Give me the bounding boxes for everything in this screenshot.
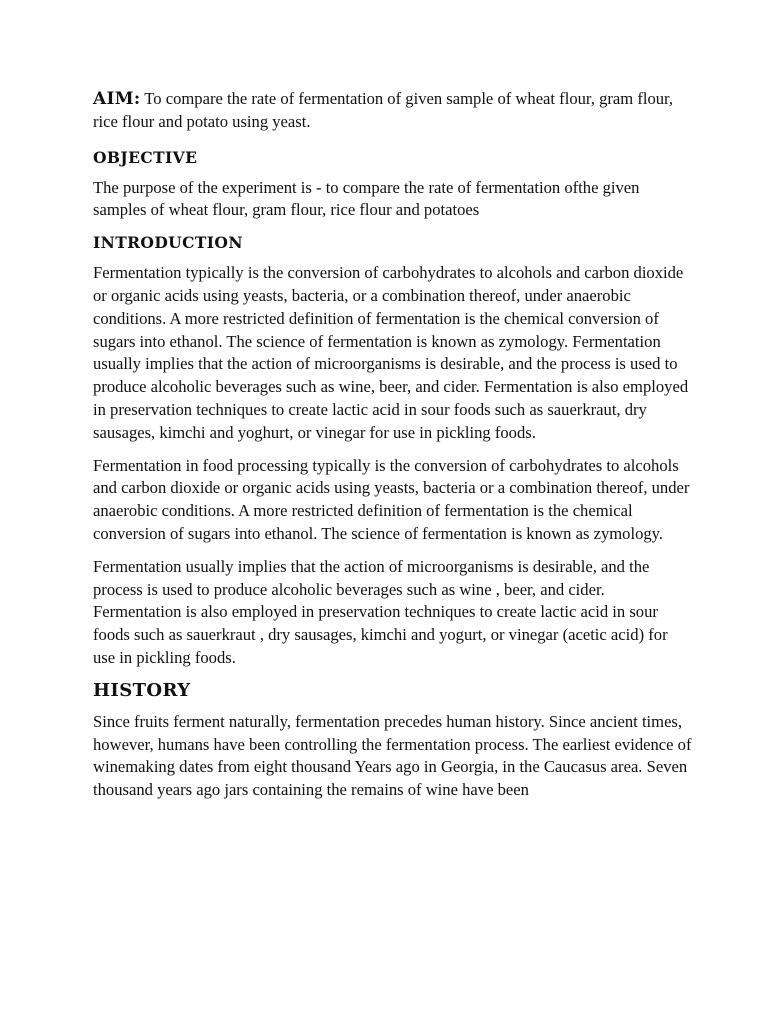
history-heading: HISTORY	[93, 679, 191, 701]
introduction-paragraph-2: Fermentation in food processing typically is the conversion of carbohydrates to alcohols and carbon dioxide or organic acids using yeasts, bacteria or a combination thereof, under anaerobic conditions. A more restricted definition of fermentation is the chemical conversion of sugars into ethanol. The science of fermentation is known as zymology.	[93, 455, 690, 543]
introduction-heading: INTRODUCTION	[93, 233, 243, 253]
objective-text: The purpose of the experiment is - to compare the rate of fermentation ofthe given samples of wheat flour, gram flour, rice flour and potatoes	[93, 177, 640, 220]
history-text: Since fruits ferment naturally, fermentation precedes human history. Since ancient times, however, humans have been controlling the fermentation process. The earliest evidence of winemaking dates from eight thousand Years ago in Georgia, in the Caucasus area. Seven thousand years ago jars containing the remains of wine have been	[93, 711, 692, 800]
objective-heading: OBJECTIVE	[93, 147, 198, 167]
introduction-paragraph-3: Fermentation usually implies that the action of microorganisms is desirable, and the process is used to produce alcoholic beverages such as wine , beer, and cider. Fermentation is also employed in preservation techniques to create lactic acid in sour foods such as sauerkraut , dry sausages, kimchi and yogurt, or vinegar (acetic acid) for use in pickling foods.	[93, 556, 668, 667]
introduction-paragraph-1: Fermentation typically is the conversion of carbohydrates to alcohols and carbon dioxide or organic acids using yeasts, bacteria, or a combination thereof, under anaerobic conditions. A more restricted definition of fermentation is the chemical conversion of sugars into ethanol. The science of fermentation is known as zymology. Fermentation usually implies that the action of microorganisms is desirable, and the process is used to produce alcoholic beverages such as wine, beer, and cider. Fermentation is also employed in preservation techniques to create lactic acid in sour foods such as sauerkraut, dry sausages, kimchi and yoghurt, or vinegar for use in pickling foods.	[93, 263, 689, 442]
aim-text: To compare the rate of fermentation of given sample of wheat flour, gram flour, rice flour and potato using yeast.	[93, 89, 674, 131]
aim-label: AIM:	[93, 89, 141, 109]
document-page	[93, 88, 693, 811]
aim-paragraph	[93, 88, 693, 134]
